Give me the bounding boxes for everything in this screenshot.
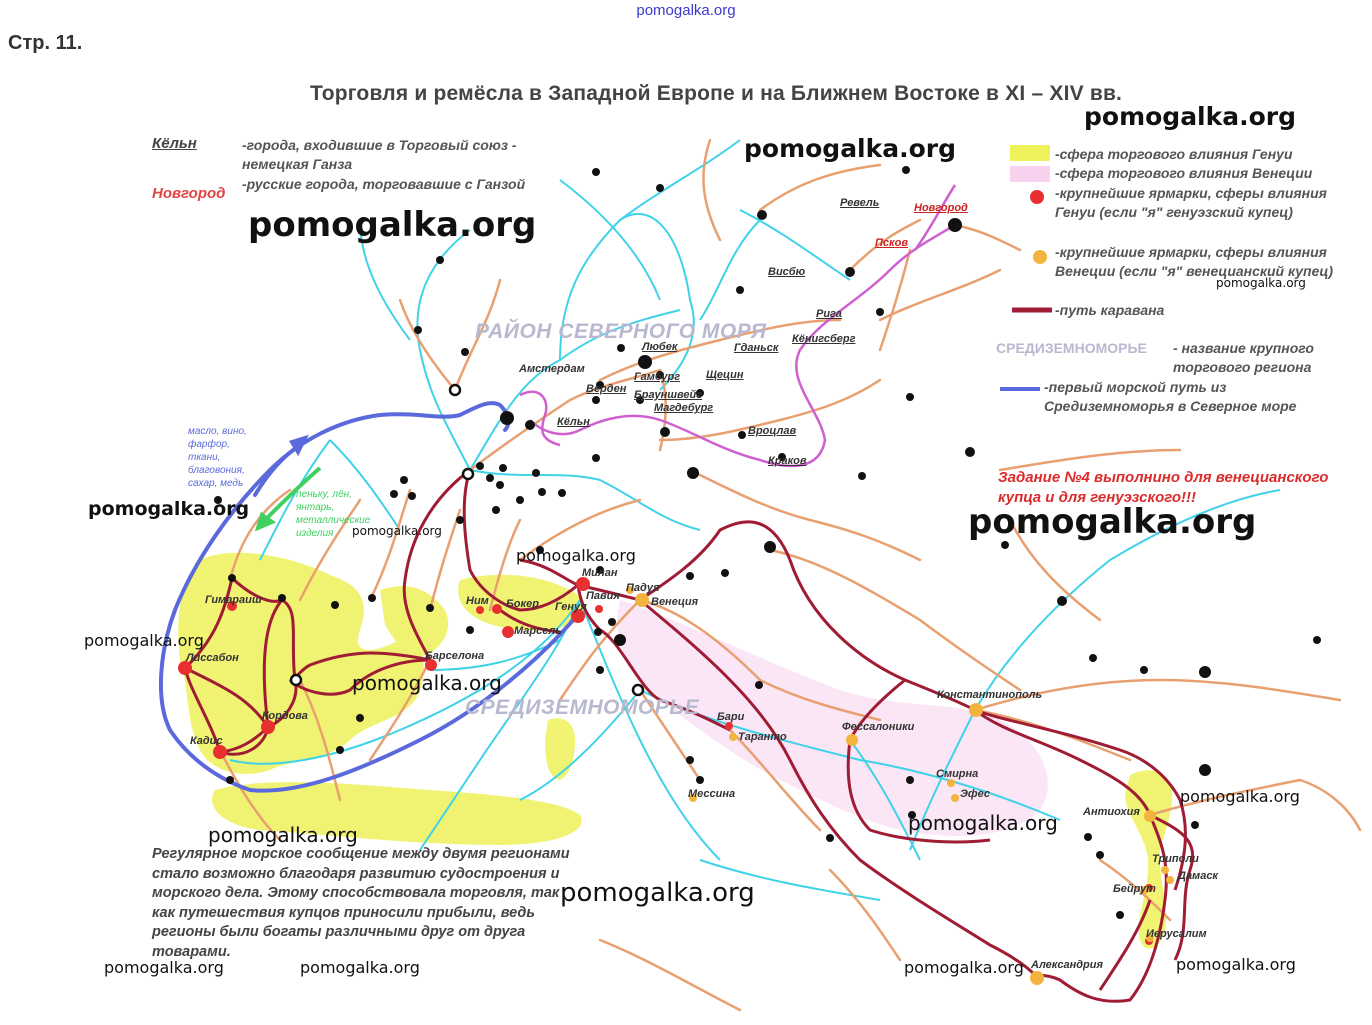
legend-venice-fairs: -крупнейшие ярмарки, сферы влияния Венеции (если "я" венецианский купец) [1055, 244, 1334, 279]
city-lubeck: Любек [642, 341, 678, 353]
legend-venice-sphere: -сфера торгового влияния Венеции [1055, 165, 1313, 181]
goods-item: фарфор, [188, 439, 230, 450]
legend-region-sample: СРЕДИЗЕМНОМОРЬЕ [996, 340, 1147, 356]
goods-item: благовония, [188, 465, 245, 476]
goods-item: ткани, [188, 452, 221, 463]
city-beaucaire: Бокер [506, 598, 539, 610]
watermark: pomogalka.org [84, 631, 204, 650]
watermark: pomogalka.org [104, 958, 224, 977]
city-konigsberg: Кёнигсберг [792, 333, 856, 345]
city-gdansk: Гданьск [734, 342, 779, 354]
site-watermark-top[interactable]: pomogalka.org [636, 2, 736, 19]
watermark: pomogalka.org [560, 878, 755, 908]
city-damascus: Дамаск [1178, 870, 1219, 882]
city-smyrna: Смирна [936, 768, 979, 780]
city-thessaloniki: Фессалоники [842, 721, 915, 733]
watermark: pomogalka.org [208, 823, 358, 847]
legend-caravan: -путь каравана [1055, 302, 1165, 318]
watermark: pomogalka.org [904, 958, 1024, 977]
region-north-sea: РАЙОН СЕВЕРНОГО МОРЯ [475, 320, 767, 343]
watermark: pomogalka.org [352, 671, 502, 695]
watermark: pomogalka.org [1216, 276, 1306, 290]
goods-item: металлические [296, 515, 371, 526]
city-szczecin: Щецин [706, 369, 744, 381]
watermark: pomogalka.org [1084, 102, 1297, 131]
city-genoa: Генуя [555, 601, 587, 613]
city-ephesus: Эфес [960, 788, 991, 800]
watermark: pomogalka.org [1180, 787, 1300, 806]
goods-item: пеньку, лён, [296, 489, 352, 500]
watermark: pomogalka.org [300, 958, 420, 977]
city-hamburg: Гамбург [634, 371, 681, 383]
watermark: pomogalka.org [908, 811, 1058, 835]
city-jerusalem: Иерусалим [1146, 928, 1207, 940]
watermark: pomogalka.org [968, 502, 1257, 542]
summary-text: Регулярное морское сообщение между двумя регионами стало возможно благодаря развитию судостроения и морского дела. Этому способствовала торговля, так как путешествия купцов приносили прибыли, ведь регионы были богаты различными друг от друга товарами. [152, 846, 570, 960]
legend-russian-text: -русские города, торговавшие с Ганзой [242, 176, 526, 192]
goods-item: масло, вино, [188, 426, 247, 437]
goods-item: сахар, медь [188, 478, 244, 489]
goods-item: янтарь, [296, 502, 335, 513]
legend-genoa-fairs: -крупнейшие ярмарки, сферы влияния Генуи (если "я" генуэзский купец) [1055, 185, 1327, 220]
city-braunschweig: Брауншвейг [634, 389, 703, 401]
city-barcelona: Барселона [425, 650, 485, 662]
watermark: pomogalka.org [352, 524, 442, 538]
city-tripoli: Триполи [1152, 853, 1199, 865]
city-bari: Бари [717, 711, 745, 723]
city-venice: Венеция [651, 596, 699, 608]
city-nimes: Ним [466, 595, 489, 607]
legend-genoa-sphere: -сфера торгового влияния Генуи [1055, 146, 1293, 162]
city-amsterdam: Амстердам [519, 363, 585, 375]
watermark: pomogalka.org [1176, 955, 1296, 974]
city-cadiz: Кадис [190, 735, 223, 747]
city-messina: Мессина [688, 788, 736, 800]
legend-hansa-text: -города, входившие в Торговый союз - немецкая Ганза [242, 137, 517, 172]
map-title: Торговля и ремёсла в Западной Европе и на Ближнем Востоке в XI – XIV вв. [310, 82, 1123, 105]
city-riga: Рига [816, 308, 842, 320]
goods-south-to-north [188, 425, 247, 490]
city-alexandria: Александрия [1031, 959, 1103, 971]
page-number: Стр. 11. [8, 32, 83, 54]
goods-item: изделия [296, 528, 334, 539]
city-padua: Падуя [626, 582, 660, 594]
city-novgorod: Новгород [914, 202, 968, 214]
city-antioch: Антиохия [1083, 806, 1140, 818]
city-verden: Верден [586, 383, 627, 395]
legend-region-text: - название крупного торгового региона [1173, 340, 1314, 375]
legend-hansa-sample: Кёльн [152, 135, 197, 152]
region-mediterranean: СРЕДИЗЕМНОМОРЬЕ [465, 696, 700, 719]
city-milan: Милан [582, 567, 618, 579]
city-pavia: Павия [586, 590, 620, 602]
city-guimaraes: Гимараиш [205, 594, 262, 606]
city-beirut: Бейрут [1113, 883, 1156, 895]
city-visby: Висбю [768, 266, 806, 278]
city-wroclaw: Вроцлав [748, 425, 797, 437]
city-marseille: Марсель [514, 625, 562, 637]
city-constantinople: Константинополь [937, 689, 1043, 701]
city-magdeburg: Магдебург [654, 402, 714, 414]
city-krakow: Краков [768, 455, 807, 467]
city-koln: Кёльн [557, 416, 590, 428]
city-pskov: Псков [875, 237, 908, 249]
city-revel: Ревель [840, 197, 880, 209]
watermark: pomogalka.org [516, 546, 636, 565]
city-cordoba: Кордова [262, 710, 308, 722]
watermark: pomogalka.org [744, 134, 957, 163]
city-taranto: Таранто [738, 731, 787, 743]
task-note: Задание №4 выполнино для венецианского купца и для генуэзского!!! [998, 469, 1329, 506]
watermark: pomogalka.org [88, 498, 250, 520]
city-lisbon: Лиссабон [186, 652, 239, 664]
watermark: pomogalka.org [248, 205, 537, 245]
legend-sea-route: -первый морской путь из Средиземноморья в Северное море [1044, 379, 1297, 414]
legend-russian-sample: Новгород [152, 185, 226, 202]
